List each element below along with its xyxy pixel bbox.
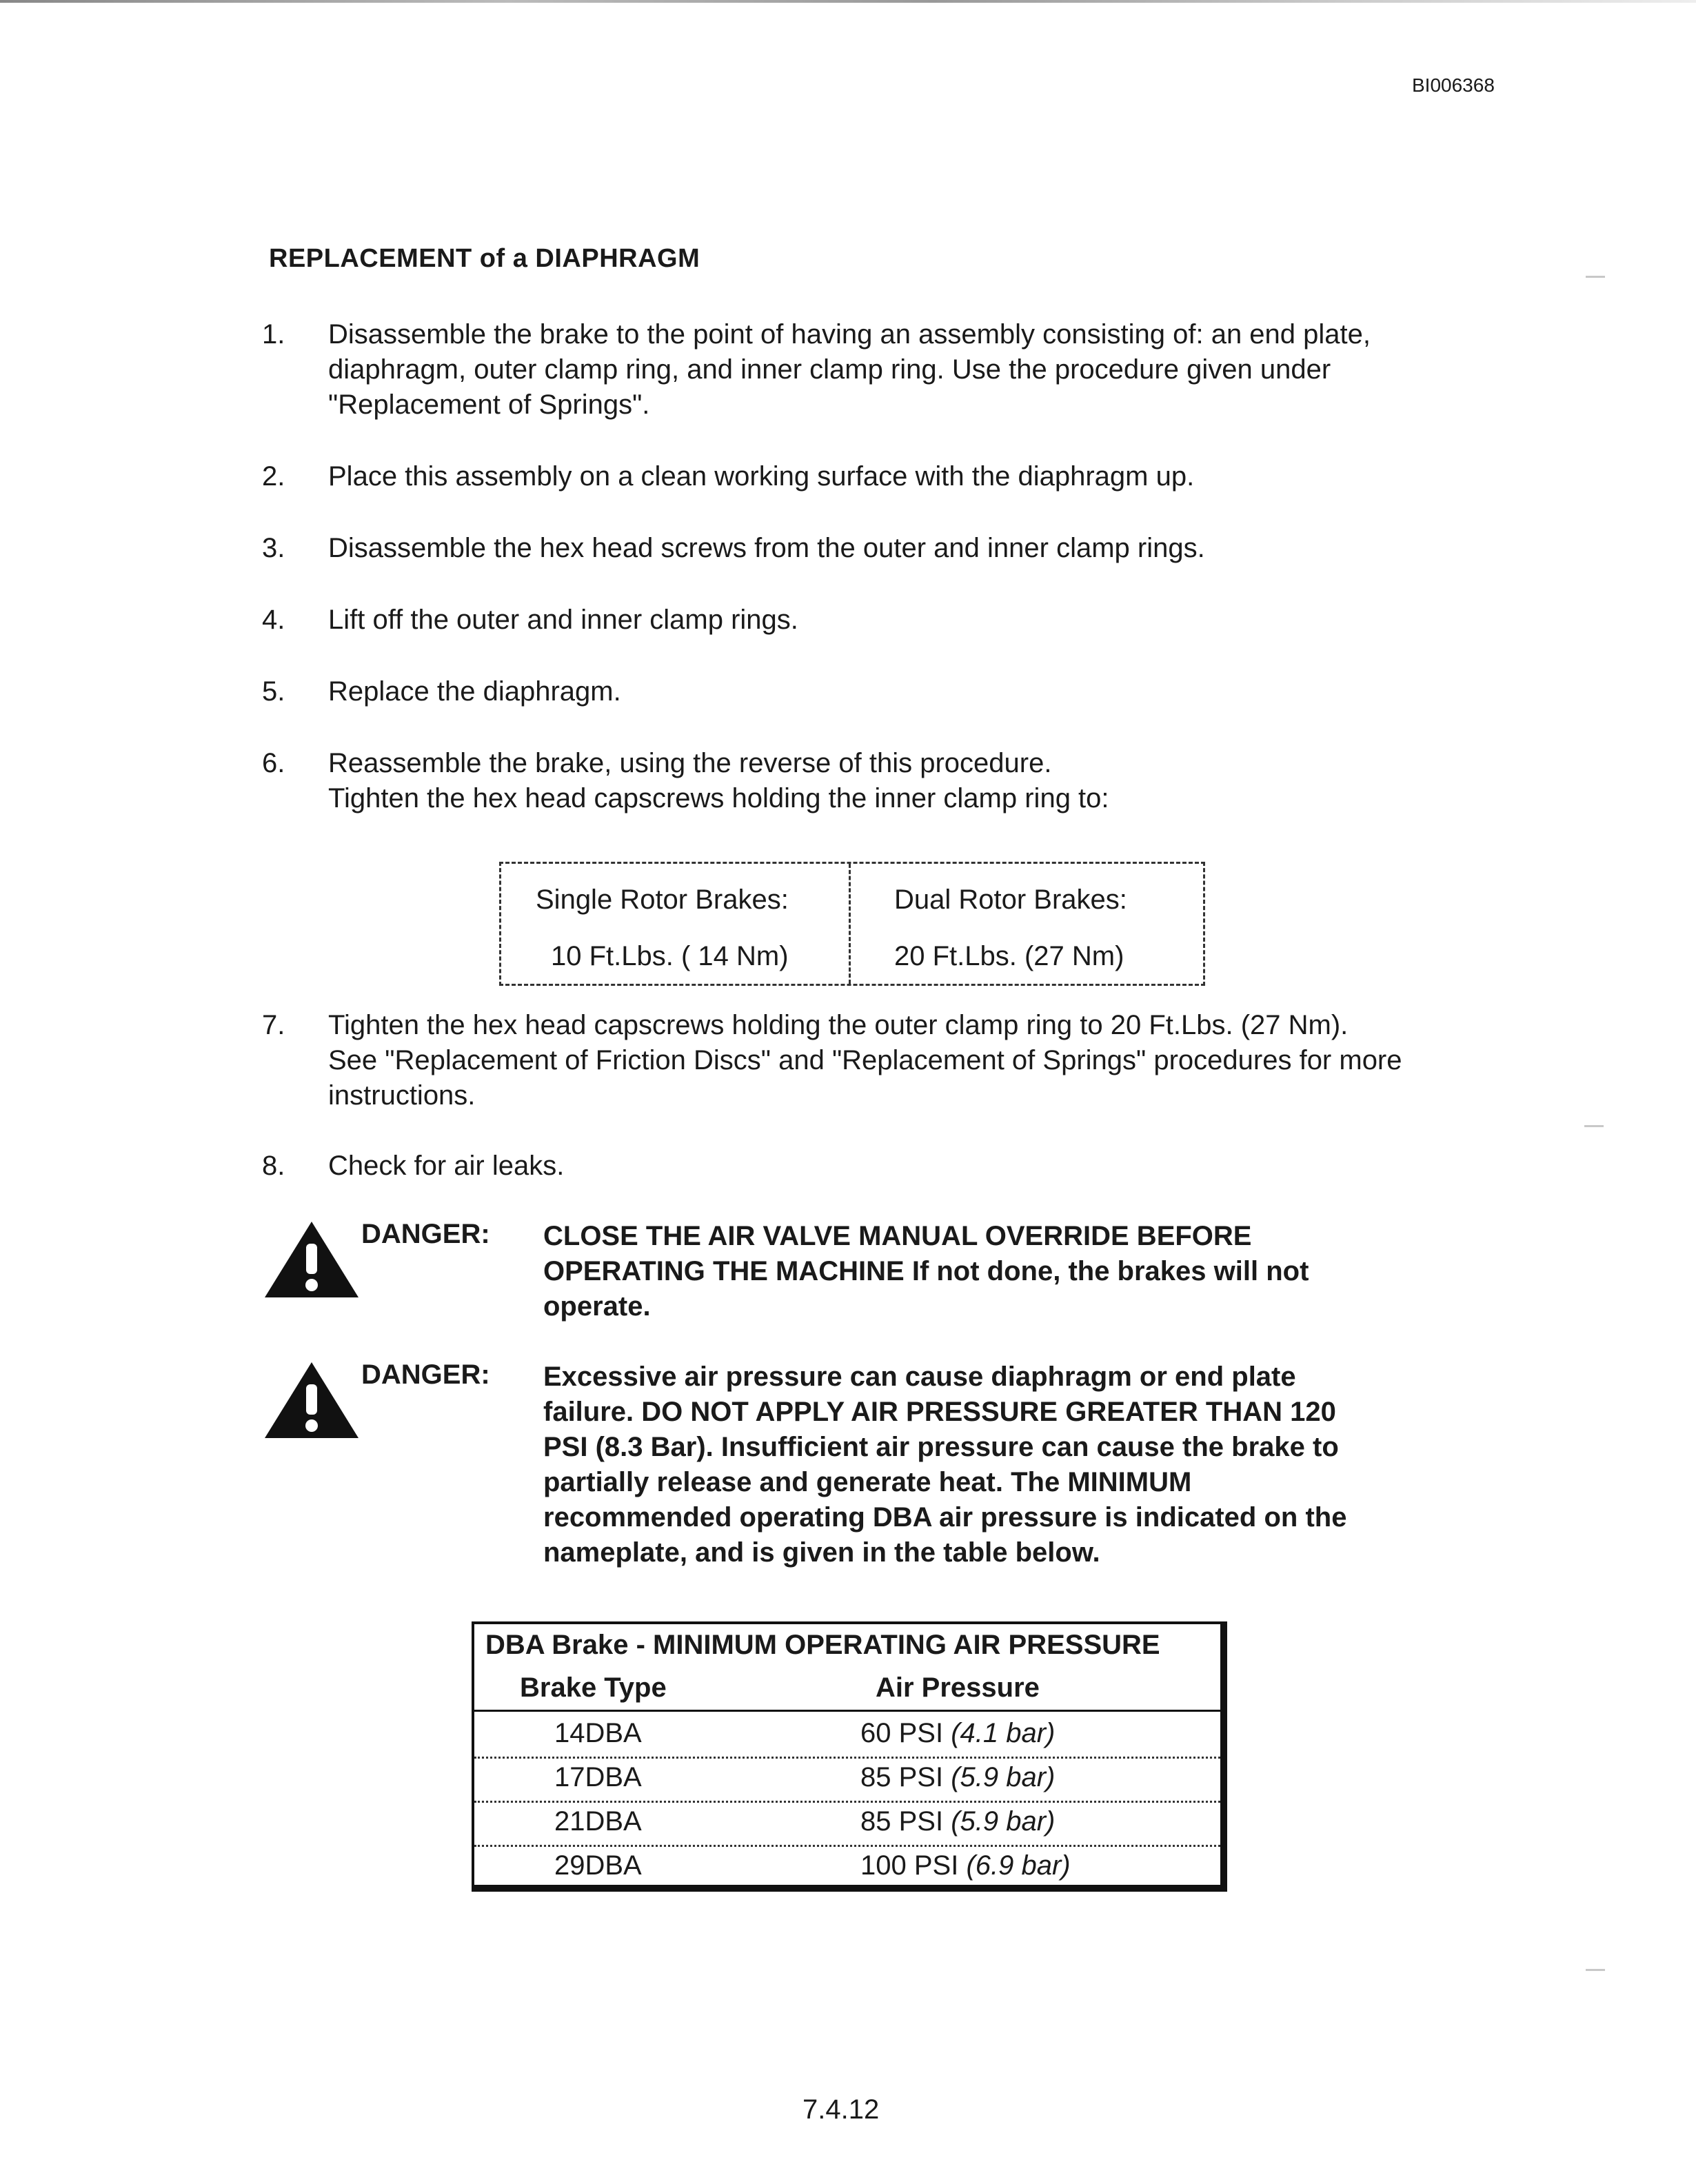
danger-text [543,1219,1467,1324]
step-text-line: See "Replacement of Friction Discs" and "Replacement of Springs" procedures for more [328,1045,1402,1075]
torque-divider [849,864,851,984]
header-rule [474,1710,1220,1712]
dual-rotor-label: Dual Rotor Brakes: [894,884,1127,915]
step-7 [262,1008,1468,1113]
step-number: 5. [262,676,285,707]
danger-text-line: recommended operating DBA air pressure is indicated on the [543,1502,1347,1533]
step-text-line: "Replacement of Springs". [328,390,650,420]
step-number: 8. [262,1151,285,1181]
step-text-line: Disassemble the brake to the point of having an assembly consisting of: an end plate, [328,319,1371,350]
step-number: 4. [262,605,285,635]
bar-value: (4.1 bar) [951,1718,1056,1748]
step-text-line: Lift off the outer and inner clamp rings. [328,605,798,635]
document-id: BI006368 [1412,74,1495,96]
danger-label: DANGER: [361,1359,490,1390]
step-number: 6. [262,748,285,778]
step-text-line: Tighten the hex head capscrews holding the inner clamp ring to: [328,783,1109,813]
step-4 [262,603,1468,638]
danger-text-line: failure. DO NOT APPLY AIR PRESSURE GREATER THAN 120 [543,1397,1336,1427]
step-text-line: Reassemble the brake, using the reverse of this procedure. [328,748,1052,778]
table-row [474,1845,1220,1889]
pressure-table [472,1621,1227,1892]
step-5 [262,674,1468,709]
step-number: 1. [262,319,285,350]
psi-value: 85 PSI [860,1762,944,1792]
step-text-line: Tighten the hex head capscrews holding the outer clamp ring to 20 Ft.Lbs. (27 Nm). [328,1010,1349,1040]
scan-speck [1586,276,1605,278]
danger-text-line: nameplate, and is given in the table below. [543,1537,1100,1568]
step-1 [262,317,1468,423]
table-row [474,1712,1220,1759]
scan-speck [1586,1969,1605,1971]
scan-edge-line [0,0,1696,3]
brake-type-cell: 17DBA [554,1762,642,1792]
danger-text-line: operate. [543,1291,651,1322]
danger-label: DANGER: [361,1219,490,1249]
danger-text-line: Excessive air pressure can cause diaphragm or end plate [543,1362,1296,1392]
step-text-line: diaphragm, outer clamp ring, and inner clamp ring. Use the procedure given under [328,354,1331,385]
warning-triangle-icon [262,1219,361,1302]
brake-type-cell: 29DBA [554,1850,642,1881]
step-6 [262,746,1468,816]
psi-value: 60 PSI [860,1718,944,1748]
torque-spec-box [499,862,1205,986]
step-text-line: instructions. [328,1080,476,1111]
bar-value: (5.9 bar) [951,1762,1056,1792]
step-number: 7. [262,1010,285,1040]
table-title: DBA Brake - MINIMUM OPERATING AIR PRESSURE [485,1630,1160,1660]
brake-type-cell: 21DBA [554,1806,642,1837]
step-8 [262,1149,1468,1184]
air-pressure-cell [860,1806,1055,1837]
air-pressure-cell [860,1850,1071,1881]
table-row [474,1757,1220,1803]
page-number: 7.4.12 [802,2094,880,2125]
brake-type-cell: 14DBA [554,1718,642,1748]
scan-speck [1584,1125,1604,1127]
step-text-line: Place this assembly on a clean working surface with the diaphragm up. [328,461,1195,492]
column-header-brake-type: Brake Type [520,1672,667,1703]
column-header-air-pressure: Air Pressure [876,1672,1040,1703]
step-text-line: Check for air leaks. [328,1151,565,1181]
step-number: 2. [262,461,285,492]
air-pressure-cell [860,1718,1055,1749]
danger-text-line: partially release and generate heat. The MINIMUM [543,1467,1192,1497]
step-text-line: Replace the diaphragm. [328,676,621,707]
danger-text-line: CLOSE THE AIR VALVE MANUAL OVERRIDE BEFORE [543,1221,1252,1251]
table-row [474,1801,1220,1847]
step-3 [262,531,1468,566]
step-number: 3. [262,533,285,563]
step-2 [262,459,1468,494]
psi-value: 100 PSI [860,1850,959,1881]
bar-value: (6.9 bar) [966,1850,1071,1881]
single-rotor-label: Single Rotor Brakes: [536,884,789,915]
step-text-line: Disassemble the hex head screws from the outer and inner clamp rings. [328,533,1205,563]
danger-text-line: OPERATING THE MACHINE If not done, the brakes will not [543,1256,1309,1286]
danger-text [543,1359,1467,1570]
bar-value: (5.9 bar) [951,1806,1056,1837]
dual-rotor-value: 20 Ft.Lbs. (27 Nm) [894,941,1124,971]
air-pressure-cell [860,1762,1055,1793]
danger-text-line: PSI (8.3 Bar). Insufficient air pressure can cause the brake to [543,1432,1339,1462]
single-rotor-value: 10 Ft.Lbs. ( 14 Nm) [551,941,789,971]
psi-value: 85 PSI [860,1806,944,1837]
section-title: REPLACEMENT of a DIAPHRAGM [269,244,700,273]
warning-triangle-icon [262,1359,361,1442]
